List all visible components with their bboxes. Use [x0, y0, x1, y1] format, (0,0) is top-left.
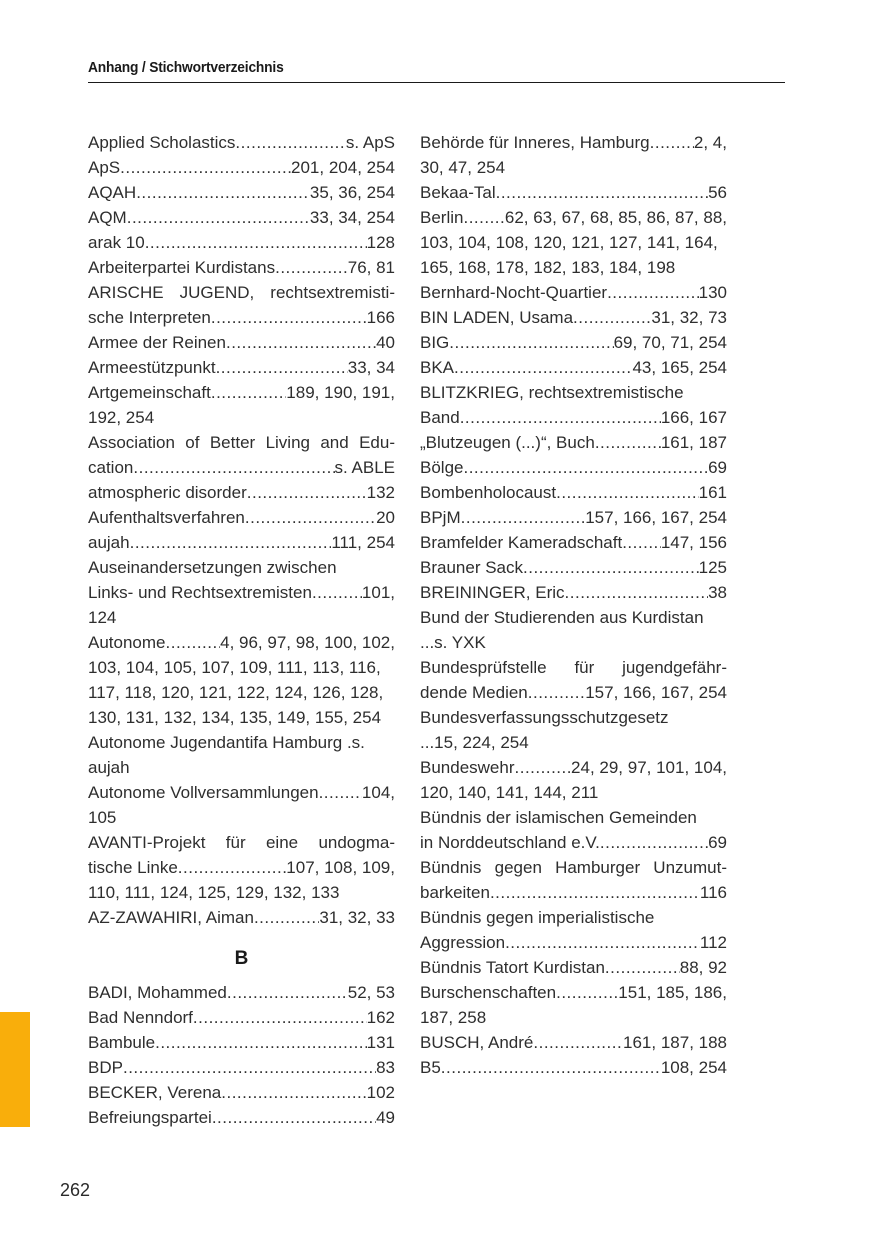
dot-leader [496, 180, 708, 205]
entry-page-numbers: 101, [361, 583, 395, 602]
entry-term: Band [420, 408, 460, 427]
entry-term: BPjM [420, 508, 461, 527]
entry-page-numbers: 62, 63, 67, 68, 85, 86, 87, 88, [504, 208, 727, 227]
entry-term: BKA [420, 358, 455, 377]
index-entry-continuation: Bundesprüfstelle für jugendgefähr- [420, 658, 727, 677]
entry-page-numbers: 162 [366, 1008, 395, 1027]
entry-term: Burschenschaften [420, 983, 557, 1002]
entry-term: Autonome [88, 633, 166, 652]
dot-leader [463, 205, 504, 230]
index-entry [88, 230, 395, 255]
entry-term: AZ-ZAWAHIRI, Aiman [88, 908, 254, 927]
entry-page-numbers: 131 [366, 1033, 395, 1052]
index-entry-continuation: 130, 131, 132, 134, 135, 149, 155, 254 [88, 708, 382, 727]
entry-page-numbers: 52, 53 [347, 983, 395, 1002]
dot-leader [130, 530, 332, 555]
entry-term: Bündnis Tatort Kurdistan [420, 958, 605, 977]
entry-page-numbers: 2, 4, [693, 133, 727, 152]
index-entry-continuation: ...15, 224, 254 [420, 733, 529, 752]
entry-term: ApS [88, 158, 121, 177]
entry-term: Bambule [88, 1033, 156, 1052]
entry-term: dende Medien [420, 683, 528, 702]
entry-term: Applied Scholastics [88, 133, 236, 152]
entry-page-numbers: 111, 254 [331, 533, 395, 552]
entry-term: Bombenholocaust [420, 483, 557, 502]
entry-term: Aufenthaltsverfahren [88, 508, 245, 527]
entry-page-numbers: s. ABLE [334, 458, 395, 477]
index-entry-continuation: AVANTI-Projekt für eine undogma- [88, 833, 395, 852]
dot-leader [216, 355, 348, 380]
entry-page-numbers: 69 [708, 458, 727, 477]
index-entry [88, 1005, 395, 1030]
index-column-left [88, 130, 395, 1130]
index-entry [420, 505, 727, 530]
index-entry [420, 830, 727, 855]
entry-page-numbers: 69 [708, 833, 727, 852]
dot-leader [528, 680, 585, 705]
index-entry [420, 555, 727, 580]
index-entry-continuation: Auseinandersetzungen zwischen [88, 558, 337, 577]
index-entry [420, 430, 727, 455]
index-entry-continuation: 117, 118, 120, 121, 122, 124, 126, 128, [88, 683, 384, 702]
entry-term: Links- und Rechtsextremisten [88, 583, 312, 602]
dot-leader [505, 930, 700, 955]
index-entry-continuation: 192, 254 [88, 408, 155, 427]
dot-leader [441, 1055, 661, 1080]
dot-leader [515, 755, 572, 780]
entry-page-numbers: 161, 187 [660, 433, 727, 452]
running-head: Anhang / Stichwortverzeichnis [88, 59, 284, 76]
dot-leader [490, 880, 700, 905]
index-entry [420, 1055, 727, 1080]
dot-leader [461, 505, 586, 530]
entry-page-numbers: 161 [698, 483, 727, 502]
dot-leader [312, 580, 362, 605]
entry-term: barkeiten [420, 883, 490, 902]
index-entry [420, 755, 727, 780]
entry-page-numbers: 132 [366, 483, 395, 502]
index-entry [88, 205, 395, 230]
entry-term: Bernhard-Nocht-Quartier [420, 283, 608, 302]
entry-page-numbers: 83 [376, 1058, 395, 1077]
index-entry [88, 355, 395, 380]
entry-term: Bad Nenndorf [88, 1008, 193, 1027]
index-entry-continuation: 165, 168, 178, 182, 183, 184, 198 [420, 258, 676, 277]
entry-term: atmospheric disorder [88, 483, 247, 502]
entry-page-numbers: 69, 70, 71, 254 [613, 333, 727, 352]
index-entry-continuation: 120, 140, 141, 144, 211 [420, 783, 599, 802]
entry-term: Armee der Reinen [88, 333, 226, 352]
index-entry [88, 580, 395, 605]
entry-page-numbers: 116 [699, 883, 727, 902]
entry-term: arak 10 [88, 233, 145, 252]
entry-term: BREININGER, Eric [420, 583, 565, 602]
dot-leader [212, 1105, 376, 1130]
entry-term: Bölge [420, 458, 464, 477]
index-entry [88, 505, 395, 530]
dot-leader [460, 405, 661, 430]
entry-page-numbers: 189, 190, 191, [286, 383, 395, 402]
entry-page-numbers: 43, 165, 254 [632, 358, 727, 377]
entry-page-numbers: 20 [376, 508, 395, 527]
dot-leader [600, 830, 708, 855]
index-column-right [420, 130, 727, 1080]
index-entry-continuation: Bündnis der islamischen Gemeinden [420, 808, 697, 827]
entry-page-numbers: 112 [699, 933, 727, 952]
entry-term: AQM [88, 208, 127, 227]
dot-leader [120, 155, 291, 180]
dot-leader [245, 505, 376, 530]
entry-term: AQAH [88, 183, 137, 202]
dot-leader [211, 380, 286, 405]
entry-page-numbers: 31, 32, 33 [319, 908, 395, 927]
dot-leader [247, 480, 367, 505]
index-entry [88, 980, 395, 1005]
entry-page-numbers: 130 [698, 283, 727, 302]
dot-leader [145, 230, 367, 255]
entry-term: Berlin [420, 208, 464, 227]
entry-term: B5 [420, 1058, 441, 1077]
index-entry [88, 330, 395, 355]
index-entry [88, 780, 395, 805]
dot-leader [463, 455, 708, 480]
entry-page-numbers: 125 [698, 558, 727, 577]
entry-term: Armeestützpunkt [88, 358, 216, 377]
entry-page-numbers: 40 [376, 333, 395, 352]
dot-leader [622, 530, 661, 555]
entry-term: cation [88, 458, 134, 477]
dot-leader [573, 305, 651, 330]
index-entry [88, 1080, 395, 1105]
index-entry [420, 955, 727, 980]
index-entry [88, 855, 395, 880]
index-entry-continuation: Autonome Jugendantifa Hamburg .s. [88, 733, 365, 752]
index-entry-continuation: Bündnis gegen Hamburger Unzumut- [420, 858, 727, 877]
entry-page-numbers: 31, 32, 73 [651, 308, 727, 327]
entry-term: „Blutzeugen (...)“, Buch [420, 433, 595, 452]
index-entry-continuation: Bündnis gegen imperialistische [420, 908, 655, 927]
index-entry [420, 930, 727, 955]
dot-leader [319, 780, 362, 805]
dot-leader [155, 1030, 367, 1055]
index-entry [88, 480, 395, 505]
dot-leader [226, 330, 376, 355]
index-entry [420, 130, 727, 155]
entry-page-numbers: 166 [366, 308, 395, 327]
index-entry-continuation: 187, 258 [420, 1008, 487, 1027]
entry-term: Artgemeinschaft [88, 383, 211, 402]
entry-page-numbers: 33, 34, 254 [309, 208, 395, 227]
entry-term: tische Linke [88, 858, 178, 877]
dot-leader [221, 1080, 366, 1105]
entry-page-numbers: 4, 96, 97, 98, 100, 102, [220, 633, 395, 652]
index-entry [88, 530, 395, 555]
dot-leader [533, 1030, 623, 1055]
index-entry-continuation: Bundesverfassungsschutzgesetz [420, 708, 669, 727]
dot-leader [235, 130, 345, 155]
index-entry [88, 1105, 395, 1130]
index-entry [420, 580, 727, 605]
entry-term: Bekaa-Tal [420, 183, 496, 202]
dot-leader [523, 555, 699, 580]
index-entry [420, 530, 727, 555]
dot-leader [607, 280, 699, 305]
index-entry [420, 1030, 727, 1055]
index-entry [420, 205, 727, 230]
entry-term: Behörde für Inneres, Hamburg [420, 133, 650, 152]
index-entry [88, 130, 395, 155]
entry-page-numbers: s. ApS [345, 133, 395, 152]
dot-leader [166, 630, 221, 655]
index-entry [420, 455, 727, 480]
entry-page-numbers: 56 [708, 183, 727, 202]
section-tab-marker [0, 1012, 30, 1127]
entry-term: BECKER, Verena [88, 1083, 222, 1102]
index-entry [88, 1030, 395, 1055]
index-entry [88, 180, 395, 205]
index-entry [88, 630, 395, 655]
dot-leader [565, 580, 709, 605]
index-entry-continuation: 103, 104, 105, 107, 109, 111, 113, 116, [88, 658, 381, 677]
index-entry [420, 305, 727, 330]
index-entry [420, 180, 727, 205]
index-entry [88, 380, 395, 405]
entry-term: Arbeiterpartei Kurdistans [88, 258, 276, 277]
entry-term: Aggression [420, 933, 506, 952]
index-entry [420, 405, 727, 430]
entry-term: aujah [88, 533, 130, 552]
index-entry-continuation: ARISCHE JUGEND, rechtsextremisti- [88, 283, 395, 302]
index-entry-continuation: 105 [88, 808, 117, 827]
entry-page-numbers: 76, 81 [347, 258, 395, 277]
entry-page-numbers: 102 [366, 1083, 395, 1102]
entry-page-numbers: 151, 185, 186, [618, 983, 727, 1002]
entry-term: BIN LADEN, Usama [420, 308, 574, 327]
dot-leader [556, 480, 699, 505]
dot-leader [227, 980, 348, 1005]
index-entry [88, 155, 395, 180]
entry-page-numbers: 166, 167 [660, 408, 727, 427]
entry-term: BUSCH, André [420, 1033, 534, 1052]
dot-leader [595, 430, 661, 455]
entry-term: Autonome Vollversammlungen [88, 783, 319, 802]
index-entry-continuation: aujah [88, 758, 130, 777]
entry-page-numbers: 201, 204, 254 [291, 158, 395, 177]
entry-term: Bramfelder Kameradschaft [420, 533, 623, 552]
dot-leader [211, 305, 367, 330]
index-entry-continuation: 30, 47, 254 [420, 158, 506, 177]
index-entry [88, 905, 395, 930]
dot-leader [556, 980, 618, 1005]
entry-term: BIG [420, 333, 450, 352]
entry-term: sche Interpreten [88, 308, 211, 327]
index-entry-continuation: 103, 104, 108, 120, 121, 127, 141, 164, [420, 233, 718, 252]
index-entry-continuation: Association of Better Living and Edu- [88, 433, 395, 452]
page-number: 262 [60, 1180, 91, 1200]
index-entry [420, 980, 727, 1005]
entry-page-numbers: 161, 187, 188 [623, 1033, 727, 1052]
entry-page-numbers: 35, 36, 254 [309, 183, 395, 202]
entry-page-numbers: 49 [376, 1108, 395, 1127]
entry-term: BDP [88, 1058, 123, 1077]
entry-page-numbers: 107, 108, 109, [286, 858, 395, 877]
index-entry-continuation: ...s. YXK [420, 633, 486, 652]
entry-page-numbers: 157, 166, 167, 254 [585, 508, 727, 527]
entry-page-numbers: 24, 29, 97, 101, 104, [571, 758, 727, 777]
dot-leader [193, 1005, 367, 1030]
entry-page-numbers: 88, 92 [679, 958, 727, 977]
dot-leader [275, 255, 348, 280]
index-entry [88, 305, 395, 330]
entry-term: BADI, Mohammed [88, 983, 227, 1002]
entry-term: in Norddeutschland e.V. [420, 833, 600, 852]
index-entry [420, 480, 727, 505]
index-entry-continuation: 110, 111, 124, 125, 129, 132, 133 [88, 883, 340, 902]
dot-leader [449, 330, 613, 355]
index-entry-continuation: 124 [88, 608, 117, 627]
index-entry [420, 330, 727, 355]
index-entry [420, 280, 727, 305]
dot-leader [136, 180, 310, 205]
entry-page-numbers: 38 [708, 583, 727, 602]
index-entry [88, 1055, 395, 1080]
entry-page-numbers: 104, [361, 783, 395, 802]
dot-leader [133, 455, 334, 480]
index-entry [420, 680, 727, 705]
index-entry-continuation: Bund der Studierenden aus Kurdistan [420, 608, 704, 627]
dot-leader [123, 1055, 376, 1080]
index-entry [88, 455, 395, 480]
index-entry [420, 355, 727, 380]
entry-page-numbers: 33, 34 [347, 358, 395, 377]
section-letter-heading: B [234, 948, 249, 969]
dot-leader [454, 355, 632, 380]
dot-leader [254, 905, 319, 930]
index-entry [420, 880, 727, 905]
entry-page-numbers: 128 [366, 233, 395, 252]
index-entry-continuation: BLITZKRIEG, rechtsextremistische [420, 383, 684, 402]
dot-leader [650, 130, 694, 155]
index-entry [88, 255, 395, 280]
dot-leader [605, 955, 680, 980]
entry-page-numbers: 147, 156 [660, 533, 727, 552]
header-rule [88, 82, 785, 83]
dot-leader [127, 205, 310, 230]
entry-term: Bundeswehr [420, 758, 515, 777]
entry-page-numbers: 157, 166, 167, 254 [585, 683, 727, 702]
entry-page-numbers: 108, 254 [660, 1058, 727, 1077]
entry-term: Brauner Sack [420, 558, 523, 577]
dot-leader [178, 855, 287, 880]
entry-term: Befreiungspartei [88, 1108, 212, 1127]
